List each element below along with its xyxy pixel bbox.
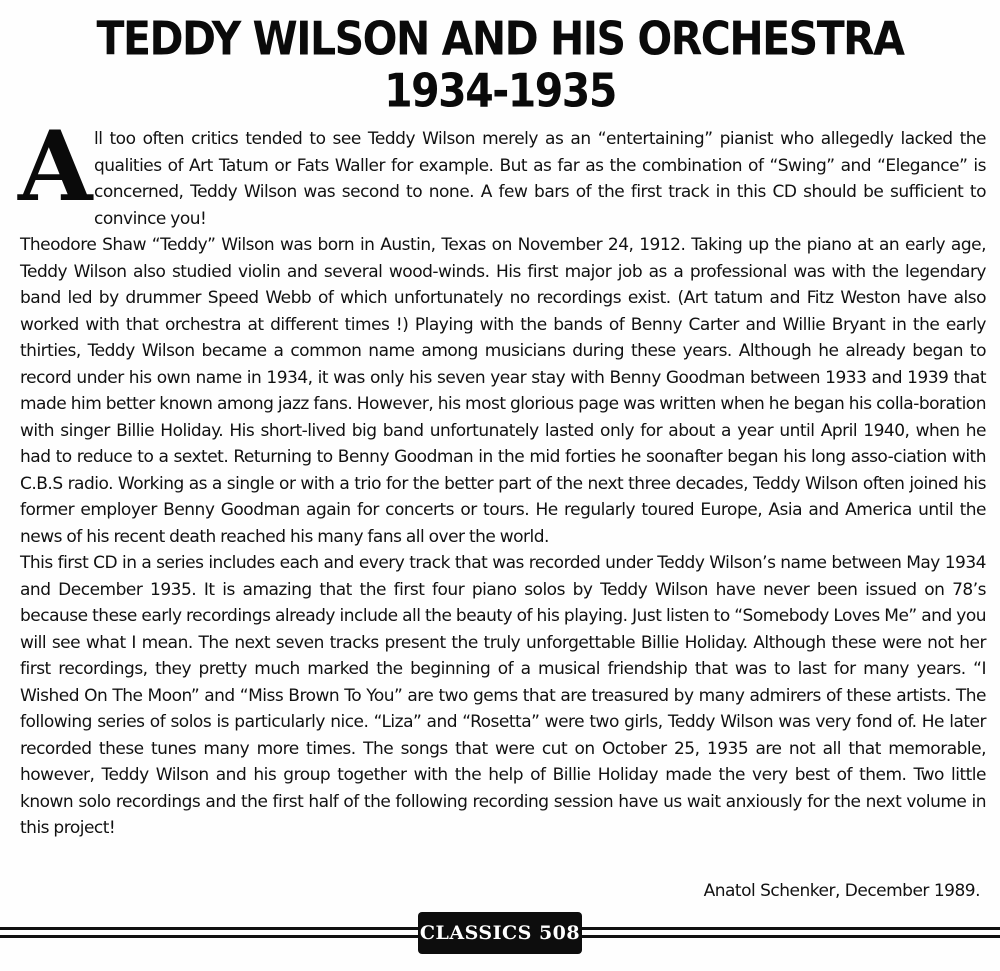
- paragraph-intro-text: ll too often critics tended to see Teddy Wilson merely as an “entertaining” pianist who allegedly lacked the qualities of Art Tatum or Fats Waller for example. But as far as the combination of “Swing” and “Elegance” is concerned, Teddy Wilson was second to none. A few bars of the first track in this CD should be sufficient to convince you!: [93, 129, 986, 229]
- paragraph-biography: Theodore Shaw “Teddy” Wilson was born in Austin, Texas on November 24, 1912. Taking up the piano at an early age, Teddy Wilson also studied violin and several wood-winds. His first major job as a professional was with the legendary band led by drummer Speed Webb of which unfortunately no recordings exist. (Art tatum and Fitz Weston have also worked with that orchestra at different times !) Playing with the bands of Benny Carter and Willie Bryant in the early thirties, Teddy Wilson became a common name among musicians during these years. Although he already began to record under his own name in 1934, it was only his seven year stay with Benny Goodman between 1933 and 1939 that made him better known among jazz fans. However, his most glorious page was written when he began his colla-boration with singer Billie Holiday. His short-lived big band unfortunately lasted only for about a year until April 1940, when he had to reduce to a sextet. Returning to Benny Goodman in the mid forties he soonafter began his long asso-ciation with C.B.S radio. Working as a single or with a trio for the better part of the next three decades, Teddy Wilson often joined his former employer Benny Goodman again for concerts or tours. He regularly toured Europe, Asia and America until the news of his recent death reached his many fans all over the world.: [20, 235, 986, 547]
- footer-rule-left: [0, 925, 422, 941]
- drop-cap: A: [18, 110, 92, 223]
- page-title: TEDDY WILSON AND HIS ORCHESTRA: [96, 12, 904, 66]
- author-signature: Anatol Schenker, December 1989.: [703, 881, 980, 901]
- rule-line: [0, 935, 422, 938]
- rule-line: [578, 935, 1000, 938]
- paragraph-cd-contents: This first CD in a series includes each and every track that was recorded under Teddy Wilson’s name between May 1934 and December 1935. It is amazing that the first four piano solos by Teddy Wilson have never been issued on 78’s because these early recordings already include all the beauty of his playing. Just listen to “Somebody Loves Me” and you will see what I mean. The next seven tracks present the truly unforgettable Billie Holiday. Although these were not her first recordings, they pretty much marked the beginning of a musical friendship that was to last for many years. “I Wished On The Moon” and “Miss Brown To You” are two gems that are treasured by many admirers of these artists. The following series of solos is particularly nice. “Liza” and “Rosetta” were two girls, Teddy Wilson was very fond of. He later recorded these tunes many more times. The songs that were cut on October 25, 1935 are not all that memorable, however, Teddy Wilson and his group together with the help of Billie Holiday made the very best of them. Two little known solo recordings and the first half of the following recording session have us wait anxiously for the next volume in this project!: [20, 553, 986, 838]
- rule-line: [578, 927, 1000, 930]
- catalog-badge: CLASSICS 508: [418, 912, 582, 954]
- footer-rule-right: [578, 925, 1000, 941]
- page-subtitle-years: 1934-1935: [384, 64, 616, 118]
- rule-line: [0, 927, 422, 930]
- paragraph-intro: [18, 110, 986, 232]
- article-body: [18, 110, 986, 842]
